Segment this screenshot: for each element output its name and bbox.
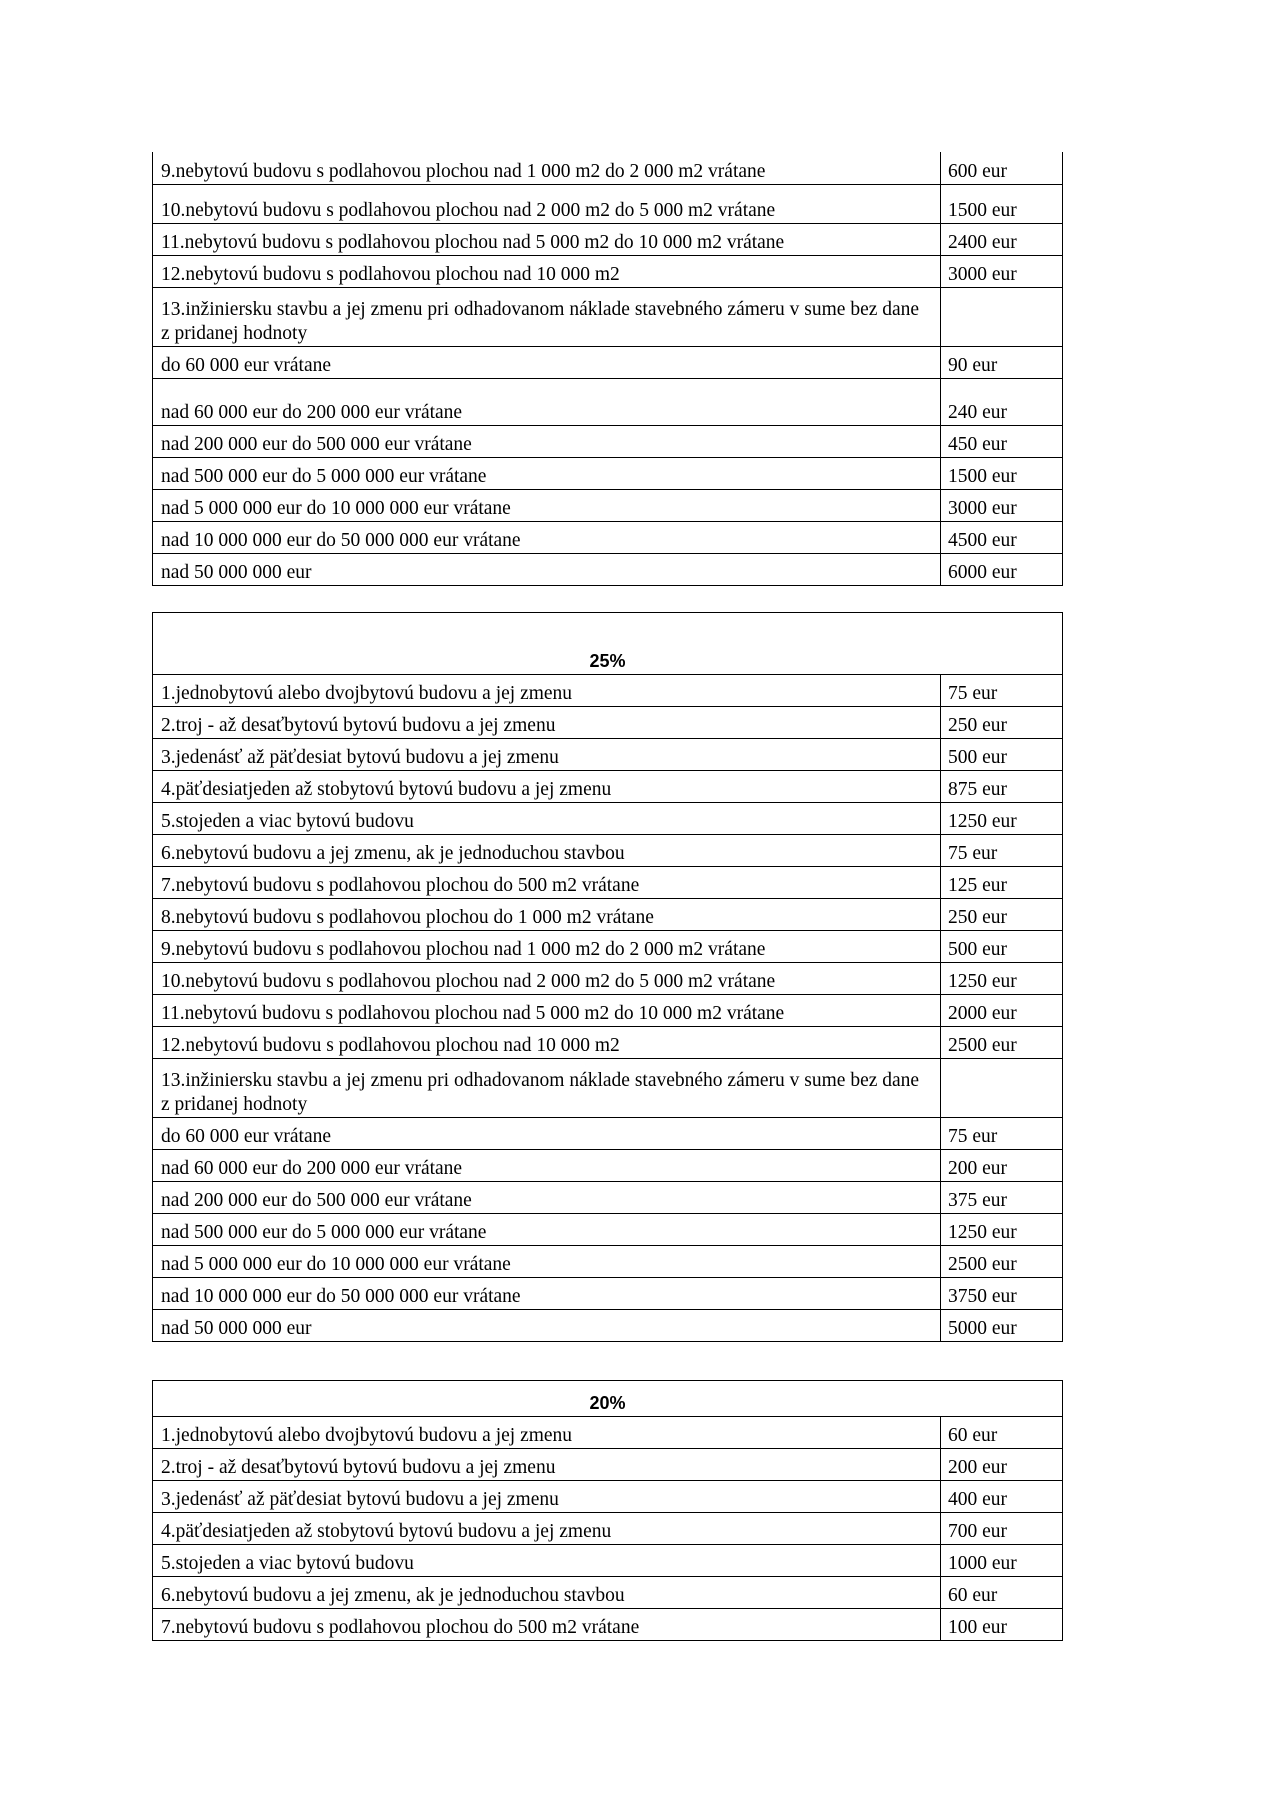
- table-row: [153, 489, 1063, 521]
- row-label: nad 5 000 000 eur do 10 000 000 eur vrátane: [153, 489, 941, 521]
- row-fee: 4500 eur: [941, 521, 1063, 553]
- row-fee: 100 eur: [941, 1609, 1063, 1641]
- table-row: [153, 1449, 1063, 1481]
- row-fee: 375 eur: [941, 1182, 1063, 1214]
- row-fee: 500 eur: [941, 739, 1063, 771]
- table-row: [153, 835, 1063, 867]
- row-fee: 1250 eur: [941, 803, 1063, 835]
- row-label: 13.inžiniersku stavbu a jej zmenu pri odhadovanom náklade stavebného zámeru v sume bez dane z pridanej hodnoty: [153, 1059, 941, 1118]
- row-fee: 60 eur: [941, 1577, 1063, 1609]
- row-fee: 700 eur: [941, 1513, 1063, 1545]
- row-fee: 1500 eur: [941, 457, 1063, 489]
- row-fee: 75 eur: [941, 1118, 1063, 1150]
- table-row: [153, 931, 1063, 963]
- table-row: [153, 963, 1063, 995]
- row-fee: 90 eur: [941, 346, 1063, 378]
- row-fee: 5000 eur: [941, 1310, 1063, 1342]
- table-header-row: [153, 613, 1063, 675]
- row-label: nad 200 000 eur do 500 000 eur vrátane: [153, 425, 941, 457]
- table-row: [153, 1417, 1063, 1449]
- table-row: [153, 1246, 1063, 1278]
- row-label: 5.stojeden a viac bytovú budovu: [153, 803, 941, 835]
- table-row: [153, 1059, 1063, 1118]
- table-row: [153, 739, 1063, 771]
- table-row: [153, 346, 1063, 378]
- row-label: 11.nebytovú budovu s podlahovou plochou nad 5 000 m2 do 10 000 m2 vrátane: [153, 223, 941, 255]
- table-row: [153, 1310, 1063, 1342]
- row-label: 7.nebytovú budovu s podlahovou plochou do 500 m2 vrátane: [153, 1609, 941, 1641]
- row-fee: 2500 eur: [941, 1246, 1063, 1278]
- row-fee: 3000 eur: [941, 255, 1063, 287]
- row-label: 6.nebytovú budovu a jej zmenu, ak je jednoduchou stavbou: [153, 835, 941, 867]
- table-row: [153, 1481, 1063, 1513]
- table-row: [153, 675, 1063, 707]
- row-fee: 125 eur: [941, 867, 1063, 899]
- row-label: 9.nebytovú budovu s podlahovou plochou nad 1 000 m2 do 2 000 m2 vrátane: [153, 152, 941, 184]
- table-row: [153, 771, 1063, 803]
- row-label: 3.jedenásť až päťdesiat bytovú budovu a jej zmenu: [153, 739, 941, 771]
- row-label: nad 500 000 eur do 5 000 000 eur vrátane: [153, 457, 941, 489]
- row-fee: 3750 eur: [941, 1278, 1063, 1310]
- table-row: [153, 223, 1063, 255]
- row-fee: 500 eur: [941, 931, 1063, 963]
- fee-table-continued: [152, 152, 1063, 586]
- row-fee: 250 eur: [941, 899, 1063, 931]
- row-fee: 200 eur: [941, 1449, 1063, 1481]
- row-label: 2.troj - až desaťbytovú bytovú budovu a jej zmenu: [153, 1449, 941, 1481]
- row-fee: [941, 1059, 1063, 1118]
- row-label: 1.jednobytovú alebo dvojbytovú budovu a jej zmenu: [153, 675, 941, 707]
- table-row: [153, 1545, 1063, 1577]
- row-label: do 60 000 eur vrátane: [153, 346, 941, 378]
- row-label: nad 5 000 000 eur do 10 000 000 eur vrátane: [153, 1246, 941, 1278]
- fee-table-20-percent: [152, 1380, 1063, 1641]
- row-label: 7.nebytovú budovu s podlahovou plochou do 500 m2 vrátane: [153, 867, 941, 899]
- table-row: [153, 803, 1063, 835]
- row-label: 6.nebytovú budovu a jej zmenu, ak je jednoduchou stavbou: [153, 1577, 941, 1609]
- row-label: nad 500 000 eur do 5 000 000 eur vrátane: [153, 1214, 941, 1246]
- row-fee: 875 eur: [941, 771, 1063, 803]
- row-fee: 450 eur: [941, 425, 1063, 457]
- fee-table-25-percent: [152, 612, 1063, 1342]
- row-fee: 1000 eur: [941, 1545, 1063, 1577]
- row-label: 3.jedenásť až päťdesiat bytovú budovu a jej zmenu: [153, 1481, 941, 1513]
- row-fee: 3000 eur: [941, 489, 1063, 521]
- table-row: [153, 1609, 1063, 1641]
- row-fee: 250 eur: [941, 707, 1063, 739]
- table-row: [153, 255, 1063, 287]
- row-label: 1.jednobytovú alebo dvojbytovú budovu a jej zmenu: [153, 1417, 941, 1449]
- row-label: 5.stojeden a viac bytovú budovu: [153, 1545, 941, 1577]
- row-label: nad 10 000 000 eur do 50 000 000 eur vrátane: [153, 1278, 941, 1310]
- table-row: [153, 378, 1063, 425]
- table-row: [153, 287, 1063, 346]
- row-label: nad 60 000 eur do 200 000 eur vrátane: [153, 1150, 941, 1182]
- table-row: [153, 1577, 1063, 1609]
- table-heading: 20%: [153, 1381, 1063, 1417]
- table-row: [153, 152, 1063, 184]
- row-label: 9.nebytovú budovu s podlahovou plochou nad 1 000 m2 do 2 000 m2 vrátane: [153, 931, 941, 963]
- row-label: 12.nebytovú budovu s podlahovou plochou nad 10 000 m2: [153, 1027, 941, 1059]
- table-row: [153, 867, 1063, 899]
- row-fee: [941, 287, 1063, 346]
- row-fee: 1500 eur: [941, 184, 1063, 223]
- table-row: [153, 707, 1063, 739]
- table-row: [153, 184, 1063, 223]
- table-row: [153, 1027, 1063, 1059]
- row-label: 2.troj - až desaťbytovú bytovú budovu a jej zmenu: [153, 707, 941, 739]
- table-row: [153, 1214, 1063, 1246]
- table-row: [153, 899, 1063, 931]
- row-fee: 75 eur: [941, 675, 1063, 707]
- table-row: [153, 1182, 1063, 1214]
- row-fee: 60 eur: [941, 1417, 1063, 1449]
- row-label: do 60 000 eur vrátane: [153, 1118, 941, 1150]
- row-label: 11.nebytovú budovu s podlahovou plochou nad 5 000 m2 do 10 000 m2 vrátane: [153, 995, 941, 1027]
- row-label: nad 10 000 000 eur do 50 000 000 eur vrátane: [153, 521, 941, 553]
- table-row: [153, 553, 1063, 585]
- row-label: nad 50 000 000 eur: [153, 1310, 941, 1342]
- row-label: 10.nebytovú budovu s podlahovou plochou nad 2 000 m2 do 5 000 m2 vrátane: [153, 963, 941, 995]
- row-fee: 6000 eur: [941, 553, 1063, 585]
- row-label: 12.nebytovú budovu s podlahovou plochou nad 10 000 m2: [153, 255, 941, 287]
- table-row: [153, 1278, 1063, 1310]
- row-label: nad 60 000 eur do 200 000 eur vrátane: [153, 378, 941, 425]
- row-fee: 240 eur: [941, 378, 1063, 425]
- row-label: 10.nebytovú budovu s podlahovou plochou nad 2 000 m2 do 5 000 m2 vrátane: [153, 184, 941, 223]
- row-fee: 2500 eur: [941, 1027, 1063, 1059]
- row-label: nad 50 000 000 eur: [153, 553, 941, 585]
- table-row: [153, 1513, 1063, 1545]
- table-heading: 25%: [153, 613, 1063, 675]
- row-label: 8.nebytovú budovu s podlahovou plochou do 1 000 m2 vrátane: [153, 899, 941, 931]
- row-fee: 2400 eur: [941, 223, 1063, 255]
- row-fee: 75 eur: [941, 835, 1063, 867]
- row-fee: 600 eur: [941, 152, 1063, 184]
- table-header-row: [153, 1381, 1063, 1417]
- row-label: nad 200 000 eur do 500 000 eur vrátane: [153, 1182, 941, 1214]
- row-fee: 200 eur: [941, 1150, 1063, 1182]
- row-fee: 400 eur: [941, 1481, 1063, 1513]
- row-label: 4.päťdesiatjeden až stobytovú bytovú budovu a jej zmenu: [153, 1513, 941, 1545]
- table-row: [153, 425, 1063, 457]
- row-fee: 1250 eur: [941, 1214, 1063, 1246]
- row-fee: 2000 eur: [941, 995, 1063, 1027]
- table-row: [153, 1150, 1063, 1182]
- row-fee: 1250 eur: [941, 963, 1063, 995]
- row-label: 4.päťdesiatjeden až stobytovú bytovú budovu a jej zmenu: [153, 771, 941, 803]
- row-label: 13.inžiniersku stavbu a jej zmenu pri odhadovanom náklade stavebného zámeru v sume bez dane z pridanej hodnoty: [153, 287, 941, 346]
- table-row: [153, 457, 1063, 489]
- table-row: [153, 521, 1063, 553]
- table-row: [153, 995, 1063, 1027]
- table-row: [153, 1118, 1063, 1150]
